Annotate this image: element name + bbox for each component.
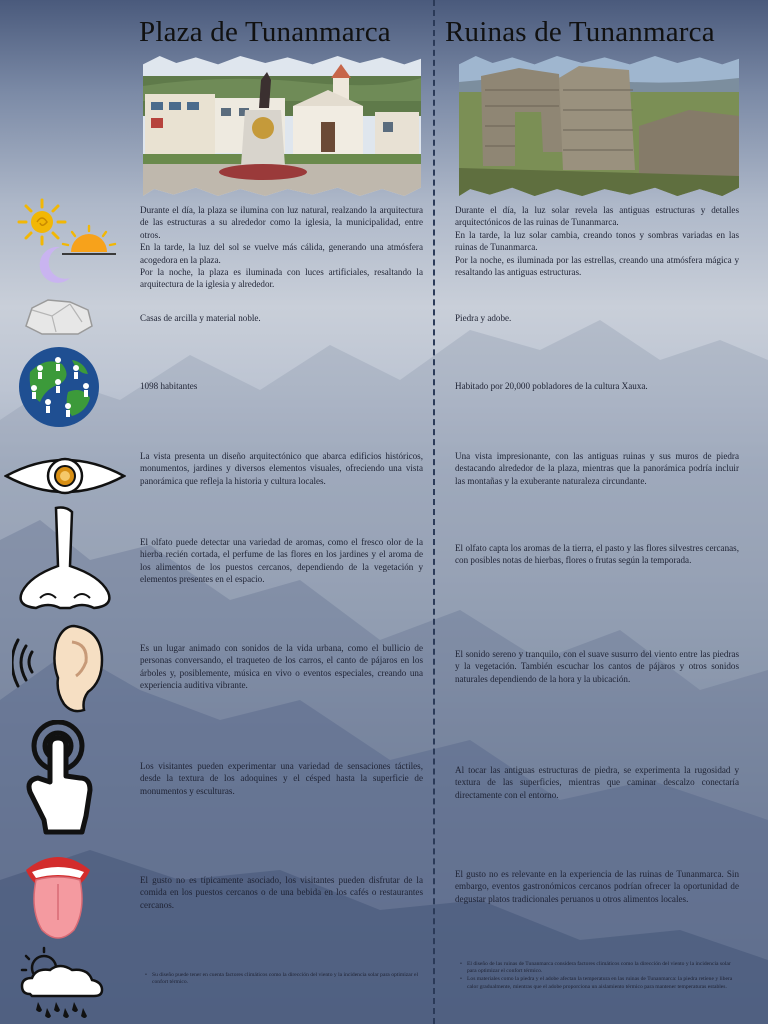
right-taste-text: El gusto no es relevante en la experiencia de las ruinas de Tunanmarca. Sin embargo, eventos gastronómicos cercanos podrían ofrecer la oportunidad de degustar platos tradicionales peruanos u otros alimentos locales. [455, 869, 739, 904]
left-light-afternoon: En la tarde, la luz del sol se vuelve más cálida, generando una atmósfera acogedora en la plaza. [140, 242, 423, 265]
right-touch-text: Al tocar las antiguas estructuras de piedra, se experimenta la rugosidad y textura de las superficies, mientras que caminar descalzo conectaría directamente con el entorno. [455, 765, 739, 800]
left-climate-list [145, 972, 427, 987]
right-climate-item: • El diseño de las ruinas de Tunanmarca considera factores climáticos como la dirección del viento y la incidencia solar para optimizar el confort térmico. [460, 961, 741, 975]
left-taste-text: El gusto no es típicamente asociado, los visitantes pueden disfrutar de la comida en los puestos cercanos o de una bebida en los cafés o restaurantes cercanos. [140, 875, 423, 910]
right-material-text: Piedra y adobe. [455, 313, 512, 323]
column-divider [433, 0, 435, 1024]
moon-icon [36, 244, 72, 286]
weather-cloud-icon [16, 946, 106, 1020]
left-title: Plaza de Tunanmarca [139, 16, 391, 48]
left-sight-text: La vista presenta un diseño arquitectónico que abarca edificios históricos, monumentos, jardines y diversos elementos visuales, ofreciendo una vista panorámica que refleja la historia y cultura locales. [140, 451, 423, 486]
left-material-text: Casas de arcilla y material noble. [140, 313, 261, 323]
left-hearing-text: Es un lugar animado con sonidos de la vida urbana, como el bullicio de personas conversando, el traqueteo de los carros, el canto de pájaros en los árboles y, posiblemente, música en vivo o eventos especiales, creando una experiencia auditiva vibrante. [140, 643, 423, 691]
right-light-afternoon: En la tarde, la luz solar cambia, creando tonos y sombras variadas en las ruinas de Tunanmarca. [455, 229, 739, 253]
earth-people-icon [16, 346, 102, 428]
mouth-tongue-icon [22, 850, 94, 942]
left-touch-text: Los visitantes pueden experimentar una variedad de sensaciones táctiles, desde la textura de los adoquines y el césped hasta la superficie de monumentos y esculturas. [140, 761, 423, 796]
right-population-text: Habitado por 20,000 pobladores de la cultura Xauxa. [455, 381, 648, 391]
stone-icon [22, 296, 94, 336]
right-light-night: Por la noche, es iluminada por las estrellas, creando una atmósfera mágica y resaltando las antiguas estructuras. [455, 254, 739, 278]
right-title: Ruinas de Tunanmarca [445, 16, 715, 48]
left-light-text [140, 204, 423, 291]
right-climate-item: • Los materiales como la piedra y el adobe afectan la temperatura en las ruinas de Tunanmarca: la piedra retiene y libera calor gradualmente, mientras que el adobe proporciona un aislamiento térmico para mantener temperaturas estables. [460, 976, 741, 990]
touch-hand-icon [20, 720, 94, 836]
right-light-text [455, 204, 739, 278]
left-population-text: 1098 habitantes [140, 381, 198, 391]
left-smell-text: El olfato puede detectar una variedad de aromas, como el fresco olor de la hierba recién cortada, el perfume de las flores en los jardines y el aroma de los alimentos de los puestos cercanos, dependiendo de la vegetación y elementos presentes en el espacio. [140, 537, 423, 585]
ruins-photo [459, 56, 739, 196]
left-climate-item: • Su diseño puede tener en cuenta factores climáticos como la dirección del viento y la incidencia solar para optimizar el confort térmico. [145, 972, 427, 986]
right-climate-list [460, 961, 741, 992]
right-sight-text: Una vista impresionante, con las antiguas ruinas y sus muros de piedra destacando alrededor de la plaza, mientras que la panorámica podría incluir las montañas y la exuberante naturaleza circundante. [455, 451, 739, 486]
eye-icon [4, 452, 126, 500]
ear-icon [12, 622, 106, 714]
right-smell-text: El olfato capta los aromas de la tierra, el pasto y las flores silvestres cercanas, con posibles notas de hierbas, flores o frutas según la temporada. [455, 543, 739, 566]
right-light-day: Durante el día, la luz solar revela las antiguas estructuras y detalles arquitectónicos de las ruinas de Tunanmarca. [455, 205, 739, 228]
plaza-photo [143, 56, 421, 196]
left-light-night: Por la noche, la plaza es iluminada con luces artificiales, resaltando la arquitectura de la iglesia y alrededor. [140, 267, 423, 290]
left-light-day: Durante el día, la plaza se ilumina con luz natural, realzando la arquitectura de las estructuras a su alrededor como la iglesia, la municipalidad, entre otros. [140, 205, 423, 240]
nose-icon [10, 506, 122, 616]
right-hearing-text: El sonido sereno y tranquilo, con el suave susurro del viento entre las piedras y la vegetación. También escuchar los cantos de pájaros y otros sonidos naturales dependiendo de la hora y la ubicación. [455, 649, 739, 684]
